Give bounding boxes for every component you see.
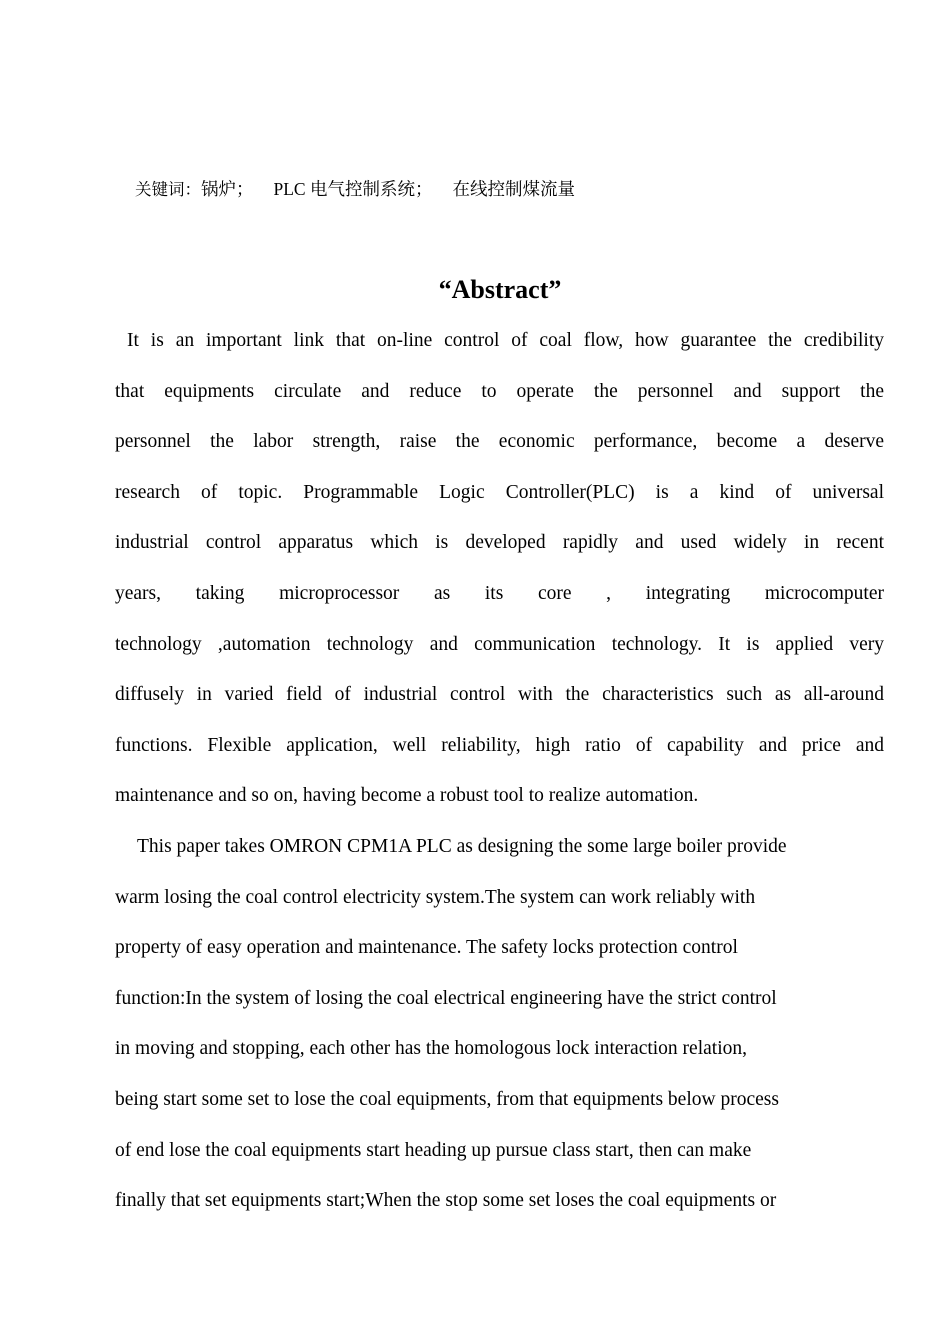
text-line: in moving and stopping, each other has the homologous lock interaction relation, (115, 1038, 747, 1060)
text-line: being start some set to lose the coal equipments, from that equipments below process (115, 1088, 779, 1110)
keyword-item: 锅炉； (201, 179, 254, 199)
text-line: years, taking microprocessor as its core , integrating microcomputer (115, 582, 884, 604)
text-line: This paper takes OMRON CPM1A PLC as designing the some large boiler provide (137, 835, 787, 857)
text-line: technology ,automation technology and communication technology. It is applied very (115, 633, 884, 655)
text-line: personnel the labor strength, raise the economic performance, become a deserve (115, 431, 884, 453)
text-line: property of easy operation and maintenance. The safety locks protection control (115, 937, 738, 959)
text-line: research of topic. Programmable Logic Controller(PLC) is a kind of universal (115, 481, 884, 503)
keyword-item: 在线控制煤流量 (452, 179, 575, 199)
text-line: function:In the system of losing the coal electrical engineering have the strict control (115, 987, 777, 1009)
abstract-heading: “Abstract” (438, 275, 562, 304)
text-line: that equipments circulate and reduce to operate the personnel and support the (115, 380, 884, 402)
abstract-paragraph-1 (115, 316, 884, 822)
text-line: It is an important link that on-line control of coal flow, how guarantee the credibility (127, 330, 884, 351)
abstract-body (115, 316, 884, 1227)
text-line: functions. Flexible application, well reliability, high ratio of capability and price and (115, 734, 884, 756)
keywords-label: 关键词： (135, 180, 201, 199)
text-line: warm losing the coal control electricity system.The system can work reliably with (115, 886, 756, 908)
text-line: finally that set equipments start;When the stop some set loses the coal equipments or (115, 1190, 777, 1212)
abstract-paragraph-2 (115, 822, 884, 1227)
text-line: diffusely in varied field of industrial control with the characteristics such as all-around (115, 684, 884, 706)
text-line: industrial control apparatus which is developed rapidly and used widely in recent (115, 532, 884, 554)
keyword-item: PLC 电气控制系统； (273, 179, 433, 199)
text-line: maintenance and so on, having become a robust tool to realize automation. (115, 785, 699, 807)
text-line: of end lose the coal equipments start heading up pursue class start, then can make (115, 1139, 752, 1161)
keywords-line (135, 176, 575, 203)
